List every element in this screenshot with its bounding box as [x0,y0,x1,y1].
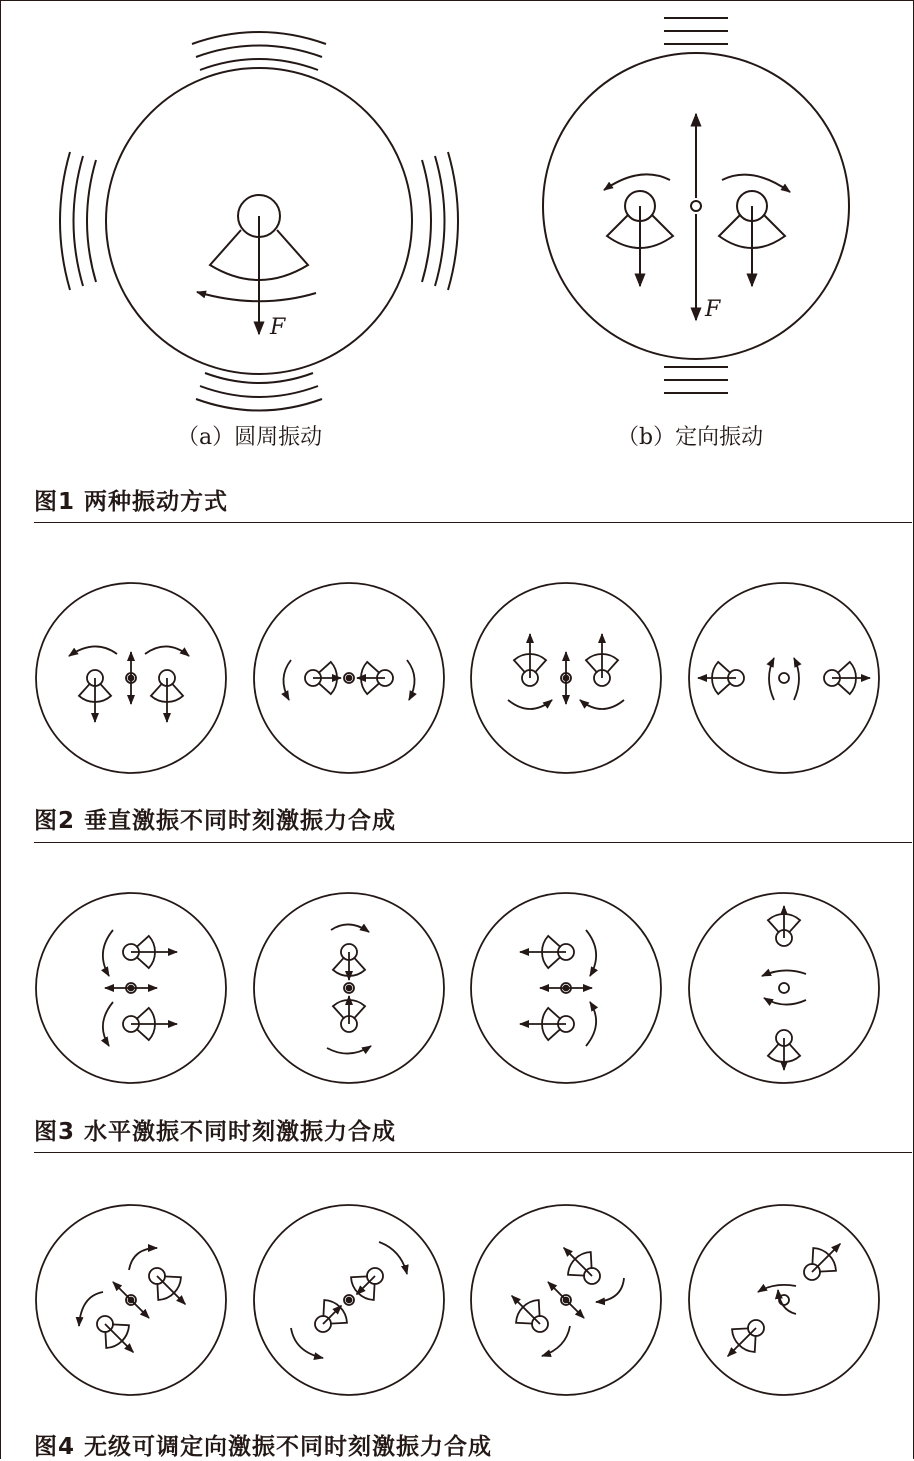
rotation-arrow [145,646,189,656]
vibration-marks-top [664,18,728,44]
center-dot [564,676,569,681]
rotation-arrow [197,292,316,301]
fig4-panel-2 [254,1205,444,1395]
fig4-panel-3 [471,1205,661,1395]
force-arrow [323,1306,341,1324]
rotation-arrow [69,646,117,656]
rotation-arrow [542,1326,570,1356]
fig3-panel-3 [471,893,661,1083]
rotation-arrow [764,998,806,1005]
rotation-arrow [407,660,415,700]
rotation-arrow [762,970,806,976]
center-dot [564,1298,569,1303]
rotation-arrow [769,658,774,700]
force-label-b: F [705,297,721,322]
vibration-marks-top [192,32,326,70]
vibration-marks-right [422,152,458,290]
rotation-arrow [586,1002,596,1046]
fig4-panel-1 [36,1205,226,1395]
panel-b-label: （b）定向振动 [617,425,764,450]
center-dot [347,986,352,991]
rotation-arrow [586,930,596,976]
center-point [779,673,789,683]
rotation-arrow [596,1278,624,1302]
fig2-panel-3 [471,583,661,773]
left-rotation-arrow [604,174,670,190]
center-dot [129,986,134,991]
center-dot [564,986,569,991]
figure4-caption: 图4 无级可调定向激振不同时刻激振力合成 [34,1434,493,1460]
right-rotation-arrow [722,175,790,192]
vibrating-body [689,1205,879,1395]
rotation-arrow [778,1290,796,1314]
rotation-arrow [758,1285,796,1292]
rotation-arrow [794,658,799,700]
force-arrow [357,1276,375,1294]
rotation-arrow [129,1248,157,1270]
center-dot [347,676,352,681]
fig2-panel-1 [36,583,226,773]
fig3-panel-2 [254,893,444,1083]
center-dot [129,1298,134,1303]
fig3-panel-4 [689,893,879,1083]
divider [34,1152,912,1153]
divider [34,522,912,523]
center-dot [347,1298,352,1303]
rotation-arrow [79,1292,103,1326]
rotation-arrow [580,700,624,709]
rotation-arrow [103,930,113,976]
fig1-panel-a [60,32,458,411]
vibration-marks-bottom [664,367,728,393]
rotation-arrow [283,660,291,700]
fig4-panel-4 [689,1205,879,1395]
panel-a-label: （a）圆周振动 [177,425,323,450]
rotation-arrow [508,700,552,709]
fig2-panel-2 [254,583,444,773]
vibration-marks-bottom [196,373,322,411]
center-point [691,201,701,211]
rotation-arrow [103,1002,113,1046]
vibration-marks-left [60,152,96,290]
figure1-caption: 图1 两种振动方式 [34,489,229,515]
rotation-arrow [379,1242,407,1274]
center-dot [129,676,134,681]
fig1-panel-b [543,18,849,393]
divider [34,842,912,843]
fig2-panel-4 [689,583,879,773]
force-label-a: F [270,315,286,340]
rotation-arrow [291,1328,323,1358]
figure2-caption: 图2 垂直激振不同时刻激振力合成 [34,808,397,834]
rotation-arrow [327,1046,371,1054]
rotation-arrow [331,924,369,932]
figure3-caption: 图3 水平激振不同时刻激振力合成 [34,1119,397,1145]
fig3-panel-1 [36,893,226,1083]
center-point [779,983,789,993]
